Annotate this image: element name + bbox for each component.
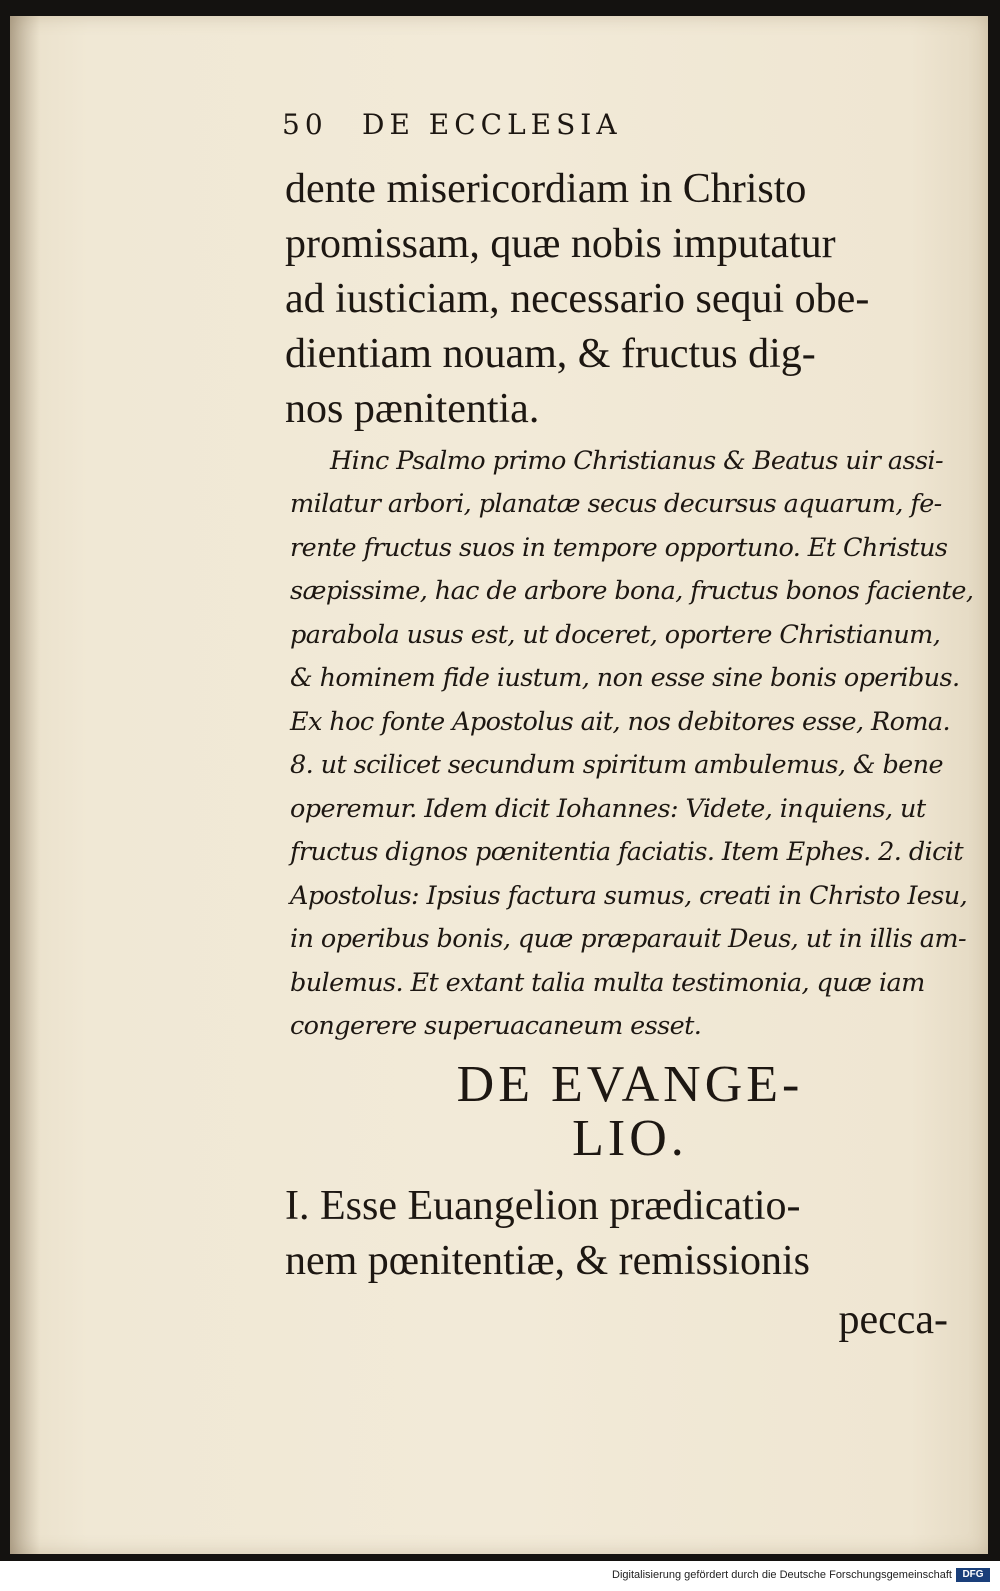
italic-line: rente fructus suos in tempore opportuno. Et Christus bbox=[290, 533, 948, 563]
italic-line: Ex hoc fonte Apostolus ait, nos debitores esse, Roma. bbox=[290, 707, 951, 737]
body-line: dientiam nouam, & fructus dig- bbox=[285, 331, 816, 377]
section-heading-line: DE EVANGE- bbox=[456, 1056, 804, 1113]
spine-shadow bbox=[10, 16, 40, 1554]
italic-line: congerere superuacaneum esset. bbox=[290, 1011, 702, 1041]
running-head bbox=[282, 108, 802, 141]
dfg-logo-icon: DFG bbox=[956, 1568, 990, 1582]
body-line: nos pænitentia. bbox=[285, 386, 540, 432]
page-number: 50 bbox=[282, 108, 328, 141]
body-line: I. Esse Euangelion prædicatio- bbox=[285, 1183, 801, 1229]
section-heading-line: LIO. bbox=[572, 1110, 688, 1167]
footer-bar bbox=[0, 1564, 1000, 1591]
italic-line: fructus dignos pœnitentia faciatis. Item Ephes. 2. dicit bbox=[290, 837, 963, 867]
body-line: nem pœnitentiæ, & remissionis bbox=[285, 1238, 810, 1284]
body-line: ad iusticiam, necessario sequi obe- bbox=[285, 276, 870, 322]
italic-line: parabola usus est, ut doceret, oportere Christianum, bbox=[290, 620, 941, 650]
body-line: dente misericordiam in Christo bbox=[285, 166, 807, 212]
running-title: DE ECCLESIA bbox=[362, 108, 622, 141]
italic-line: & hominem fide iustum, non esse sine bonis operibus. bbox=[290, 663, 960, 693]
italic-line: bulemus. Et extant talia multa testimonia, quæ iam bbox=[290, 968, 925, 998]
footer-credit: Digitalisierung gefördert durch die Deutsche Forschungsgemeinschaft bbox=[612, 1569, 952, 1581]
book-page bbox=[10, 16, 988, 1554]
catchword: pecca- bbox=[838, 1297, 948, 1343]
italic-line: Apostolus: Ipsius factura sumus, creati in Christo Iesu, bbox=[290, 881, 968, 911]
italic-line: in operibus bonis, quæ præparauit Deus, ut in illis am- bbox=[290, 924, 966, 954]
italic-line: Hinc Psalmo primo Christianus & Beatus uir assi- bbox=[330, 446, 943, 476]
italic-line: operemur. Idem dicit Iohannes: Videte, inquiens, ut bbox=[290, 794, 926, 824]
italic-line: milatur arbori, planatæ secus decursus aquarum, fe- bbox=[290, 489, 942, 519]
body-line: promissam, quæ nobis imputatur bbox=[285, 221, 836, 267]
italic-line: 8. ut scilicet secundum spiritum ambulemus, & bene bbox=[290, 750, 943, 780]
italic-line: sæpissime, hac de arbore bona, fructus bonos faciente, bbox=[290, 576, 974, 606]
